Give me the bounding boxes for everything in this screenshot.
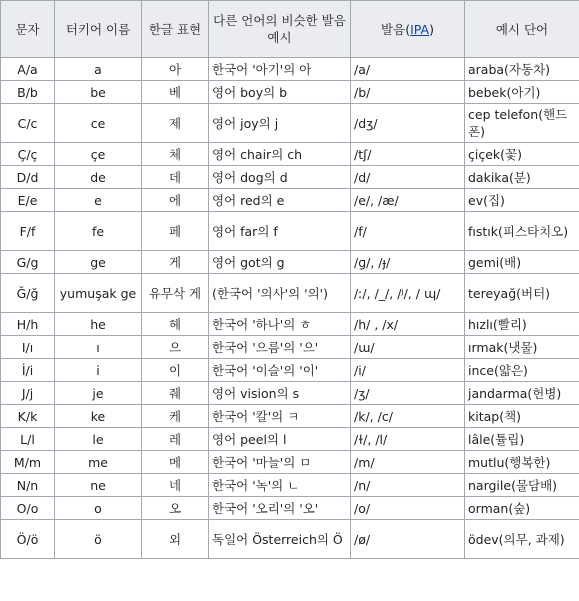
ipa-cell: /n/ [351, 474, 465, 497]
table-body [1, 58, 579, 559]
similar-cell: 한국어 '녹'의 ㄴ [209, 474, 351, 497]
table-row [1, 382, 579, 405]
ipa-cell: /i/ [351, 359, 465, 382]
ipa-cell: /m/ [351, 451, 465, 474]
example-cell: orman(숲) [465, 497, 579, 520]
header-row [1, 1, 579, 58]
similar-cell: 한국어 '하나'의 ㅎ [209, 313, 351, 336]
turkish-name-cell: be [55, 81, 142, 104]
table-row [1, 143, 579, 166]
header-similar-line1: 다른 언어의 비슷한 발음 [213, 13, 346, 28]
turkish-name-cell: yumuşak ge [55, 274, 142, 313]
table-row [1, 251, 579, 274]
hangul-cell: 유무삭 게 [142, 274, 209, 313]
letter-cell: B/b [1, 81, 55, 104]
similar-cell: 영어 joy의 j [209, 104, 351, 143]
ipa-cell: /k/, /c/ [351, 405, 465, 428]
letter-cell: İ/i [1, 359, 55, 382]
table-row [1, 359, 579, 382]
example-cell: çiçek(꽃) [465, 143, 579, 166]
turkish-name-cell: ce [55, 104, 142, 143]
similar-cell: 영어 peel의 l [209, 428, 351, 451]
hangul-cell: 에 [142, 189, 209, 212]
letter-cell: I/ı [1, 336, 55, 359]
table-row [1, 274, 579, 313]
example-cell: ırmak(냇물) [465, 336, 579, 359]
example-cell: jandarma(헌병) [465, 382, 579, 405]
hangul-cell: 메 [142, 451, 209, 474]
ipa-cell: /ɫ/, /l/ [351, 428, 465, 451]
turkish-name-cell: o [55, 497, 142, 520]
letter-cell: M/m [1, 451, 55, 474]
header-example: 예시 단어 [465, 1, 579, 58]
hangul-cell: 페 [142, 212, 209, 251]
example-cell: lâle(튤립) [465, 428, 579, 451]
letter-cell: N/n [1, 474, 55, 497]
turkish-name-cell: ı [55, 336, 142, 359]
ipa-cell: /ɯ/ [351, 336, 465, 359]
table-row [1, 189, 579, 212]
similar-cell: 한국어 '오리'의 '오' [209, 497, 351, 520]
table-row [1, 428, 579, 451]
hangul-cell: 게 [142, 251, 209, 274]
ipa-cell: /h/ , /x/ [351, 313, 465, 336]
turkish-name-cell: fe [55, 212, 142, 251]
ipa-cell: /o/ [351, 497, 465, 520]
table-row [1, 497, 579, 520]
hangul-cell: 오 [142, 497, 209, 520]
hangul-cell: 으 [142, 336, 209, 359]
hangul-cell: 외 [142, 520, 209, 559]
letter-cell: Ğ/ğ [1, 274, 55, 313]
table-row [1, 405, 579, 428]
similar-cell: 영어 dog의 d [209, 166, 351, 189]
turkish-name-cell: je [55, 382, 142, 405]
turkish-name-cell: i [55, 359, 142, 382]
letter-cell: K/k [1, 405, 55, 428]
ipa-cell: /f/ [351, 212, 465, 251]
similar-cell: 한국어 '마늘'의 ㅁ [209, 451, 351, 474]
similar-cell: 영어 vision의 s [209, 382, 351, 405]
similar-cell: 영어 chair의 ch [209, 143, 351, 166]
hangul-cell: 헤 [142, 313, 209, 336]
similar-cell: 한국어 '이슬'의 '이' [209, 359, 351, 382]
turkish-name-cell: he [55, 313, 142, 336]
table-row [1, 58, 579, 81]
ipa-cell: /a/ [351, 58, 465, 81]
similar-cell: 한국어 '아기'의 아 [209, 58, 351, 81]
example-cell: ince(얇은) [465, 359, 579, 382]
letter-cell: D/d [1, 166, 55, 189]
letter-cell: F/f [1, 212, 55, 251]
ipa-cell: /ø/ [351, 520, 465, 559]
ipa-cell: /ː/, /_/, /ʲ/, / ɰ/ [351, 274, 465, 313]
table-header [1, 1, 579, 58]
ipa-cell: /e/, /æ/ [351, 189, 465, 212]
example-cell: bebek(아기) [465, 81, 579, 104]
ipa-cell: /b/ [351, 81, 465, 104]
example-cell: araba(자동차) [465, 58, 579, 81]
example-cell: cep telefon(핸드폰) [465, 104, 579, 143]
similar-cell: 영어 boy의 b [209, 81, 351, 104]
similar-cell: (한국어 '의사'의 '의') [209, 274, 351, 313]
header-similar-line2: 예시 [267, 30, 292, 45]
ipa-cell: /tʃ/ [351, 143, 465, 166]
example-cell: gemi(배) [465, 251, 579, 274]
letter-cell: E/e [1, 189, 55, 212]
hangul-cell: 줴 [142, 382, 209, 405]
example-cell: ödev(의무, 과제) [465, 520, 579, 559]
table-row [1, 313, 579, 336]
table-row [1, 104, 579, 143]
turkish-name-cell: le [55, 428, 142, 451]
header-pronunciation [351, 1, 465, 58]
similar-cell: 한국어 '으름'의 '으' [209, 336, 351, 359]
example-cell: hızlı(빨리) [465, 313, 579, 336]
similar-cell: 독일어 Österreich의 Ö [209, 520, 351, 559]
turkish-name-cell: ge [55, 251, 142, 274]
example-cell: tereyağ(버터) [465, 274, 579, 313]
header-similar [209, 1, 351, 58]
letter-cell: Ö/ö [1, 520, 55, 559]
similar-cell: 영어 got의 g [209, 251, 351, 274]
hangul-cell: 데 [142, 166, 209, 189]
similar-cell: 한국어 '칼'의 ㅋ [209, 405, 351, 428]
turkish-name-cell: ke [55, 405, 142, 428]
ipa-cell: /dʒ/ [351, 104, 465, 143]
letter-cell: G/g [1, 251, 55, 274]
table-row [1, 336, 579, 359]
table-row [1, 451, 579, 474]
letter-cell: Ç/ç [1, 143, 55, 166]
turkish-name-cell: ö [55, 520, 142, 559]
ipa-link[interactable]: IPA [410, 21, 430, 37]
header-letter: 문자 [1, 1, 55, 58]
letter-cell: O/o [1, 497, 55, 520]
hangul-cell: 베 [142, 81, 209, 104]
turkish-name-cell: a [55, 58, 142, 81]
header-hangul: 한글 표현 [142, 1, 209, 58]
letter-cell: A/a [1, 58, 55, 81]
table-row [1, 81, 579, 104]
table-row [1, 212, 579, 251]
header-turkish-name: 터키어 이름 [55, 1, 142, 58]
hangul-cell: 체 [142, 143, 209, 166]
letter-cell: C/c [1, 104, 55, 143]
table-row [1, 166, 579, 189]
ipa-cell: /ʒ/ [351, 382, 465, 405]
hangul-cell: 이 [142, 359, 209, 382]
example-cell: kitap(책) [465, 405, 579, 428]
table-row [1, 520, 579, 559]
header-pron-prefix: 발음( [381, 21, 411, 37]
example-cell: dakika(분) [465, 166, 579, 189]
similar-cell: 영어 red의 e [209, 189, 351, 212]
letter-cell: J/j [1, 382, 55, 405]
ipa-cell: /d/ [351, 166, 465, 189]
hangul-cell: 제 [142, 104, 209, 143]
turkish-name-cell: çe [55, 143, 142, 166]
example-cell: fıstık(피스타치오) [465, 212, 579, 251]
ipa-cell: /ɡ/, /ɟ/ [351, 251, 465, 274]
turkish-name-cell: de [55, 166, 142, 189]
letter-cell: H/h [1, 313, 55, 336]
header-pron-suffix: ) [429, 21, 434, 37]
turkish-name-cell: ne [55, 474, 142, 497]
example-cell: ev(집) [465, 189, 579, 212]
hangul-cell: 아 [142, 58, 209, 81]
hangul-cell: 네 [142, 474, 209, 497]
similar-cell: 영어 far의 f [209, 212, 351, 251]
example-cell: mutlu(행복한) [465, 451, 579, 474]
letter-cell: L/l [1, 428, 55, 451]
turkish-name-cell: me [55, 451, 142, 474]
table-row [1, 474, 579, 497]
hangul-cell: 케 [142, 405, 209, 428]
turkish-name-cell: e [55, 189, 142, 212]
example-cell: nargile(물담배) [465, 474, 579, 497]
hangul-cell: 레 [142, 428, 209, 451]
